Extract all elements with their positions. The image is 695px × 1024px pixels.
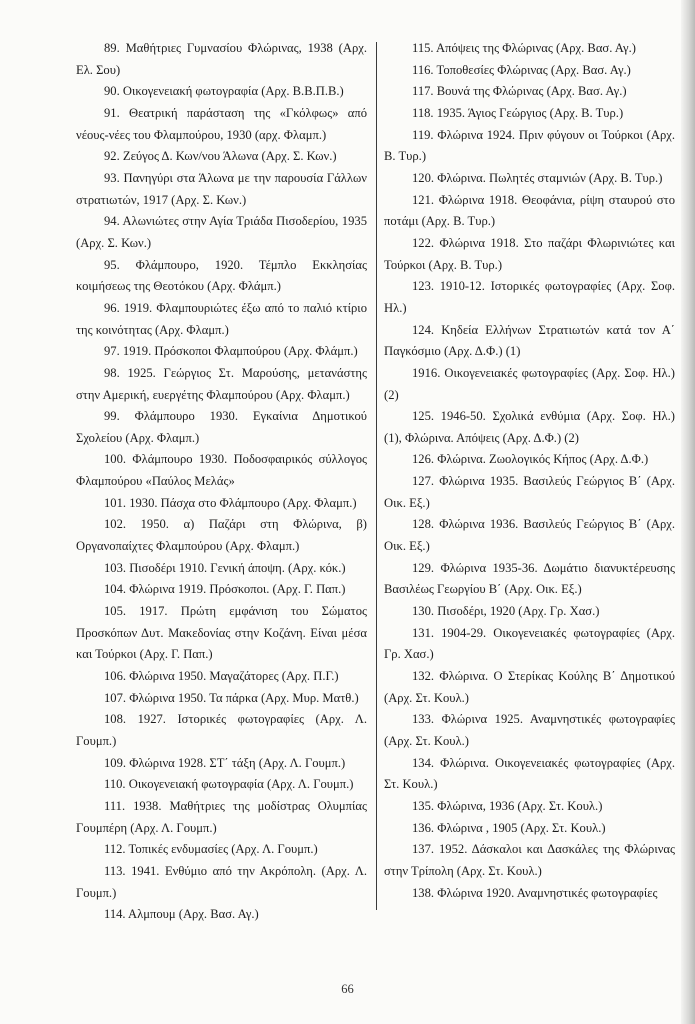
caption-entry: 89. Μαθήτριες Γυμνασίου Φλώρινας, 1938 (Αρχ. Ελ. Σου) bbox=[76, 41, 367, 77]
caption-entry: 96. 1919. Φλαμπουριώτες έξω από το παλιό κτίριο της κοινότητας (Αρχ. Φλαμπ.) bbox=[76, 300, 367, 337]
caption-entry: 130. Πισοδέρι, 1920 (Αρχ. Γρ. Χασ.) bbox=[412, 604, 600, 619]
caption-entry: 105. 1917. Πρώτη εμφάνιση του Σώματος Προσκόπων Δυτ. Μακεδονίας στην Κοζάνη. Είναι μέσα και Τούρκοι (Αρχ. Γ. Παπ.) bbox=[76, 604, 367, 662]
caption-entry: 108. 1927. Ιστορικές φωτογραφίες (Αρχ. Λ. Γουμπ.) bbox=[76, 712, 367, 748]
caption-entry: 114. Αλμπουμ (Αρχ. Βασ. Αγ.) bbox=[104, 907, 259, 922]
caption-entry: 124. Κηδεία Ελλήνων Στρατιωτών κατά τον Α΄ Παγκόσμιο (Αρχ. Δ.Φ.) (1) bbox=[384, 322, 675, 359]
caption-entry: 137. 1952. Δάσκαλοι και Δασκάλες της Φλώρινας στην Τρίπολη (Αρχ. Στ. Κουλ.) bbox=[384, 842, 675, 878]
caption-entry: 109. Φλώρινα 1928. ΣΤ΄ τάξη (Αρχ. Λ. Γουμπ.) bbox=[104, 755, 346, 770]
page-number: 66 bbox=[341, 982, 354, 996]
caption-entry: 134. Φλώρινα. Οικογενειακές φωτογραφίες (Αρχ. Στ. Κουλ.) bbox=[384, 755, 675, 792]
caption-entry: 127. Φλώρινα 1935. Βασιλεύς Γεώργιος Β΄ (Αρχ. Οικ. Εξ.) bbox=[384, 474, 675, 510]
caption-entry: 113. 1941. Ενθύμιο από την Ακρόπολη. (Αρχ. Λ. Γουμπ.) bbox=[76, 863, 367, 900]
caption-entry: 112. Τοπικές ενδυμασίες (Αρχ. Λ. Γουμπ.) bbox=[104, 842, 318, 857]
caption-entry: 97. 1919. Πρόσκοποι Φλαμπούρου (Αρχ. Φλάμπ.) bbox=[104, 344, 358, 359]
caption-entry: 101. 1930. Πάσχα στο Φλάμπουρο (Αρχ. Φλαμπ.) bbox=[104, 495, 357, 510]
caption-entry: 126. Φλώρινα. Ζωολογικός Κήπος (Αρχ. Δ.Φ.) bbox=[412, 452, 649, 467]
caption-entry: 91. Θεατρική παράσταση της «Γκόλφως» από νέους-νέες του Φλαμπούρου, 1930 (αρχ. Φλαμπ.) bbox=[76, 105, 367, 142]
caption-entry: 95. Φλάμπουρο, 1920. Τέμπλο Εκκλησίας κοιμήσεως της Θεοτόκου (Αρχ. Φλάμπ.) bbox=[76, 257, 367, 294]
caption-entry: 135. Φλώρινα, 1936 (Αρχ. Στ. Κουλ.) bbox=[412, 798, 603, 813]
caption-entry: 123. 1910-12. Ιστορικές φωτογραφίες (Αρχ. Σοφ. Ηλ.) bbox=[384, 279, 675, 315]
caption-entry: 94. Αλωνιώτες στην Αγία Τριάδα Πισοδερίου, 1935 (Αρχ. Σ. Κων.) bbox=[76, 214, 367, 250]
caption-entry: 136. Φλώρινα , 1905 (Αρχ. Στ. Κουλ.) bbox=[412, 820, 606, 835]
caption-entry: 121. Φλώρινα 1918. Θεοφάνια, ρίψη σταυρού στο ποτάμι (Αρχ. Β. Τυρ.) bbox=[384, 192, 675, 229]
caption-entry: 106. Φλώρινα 1950. Μαγαζάτορες (Αρχ. Π.Γ.) bbox=[104, 669, 339, 684]
caption-entry: 1916. Οικογενειακές φωτογραφίες (Αρχ. Σοφ. Ηλ.) (2) bbox=[384, 365, 675, 402]
column-divider bbox=[376, 42, 377, 910]
caption-entry: 103. Πισοδέρι 1910. Γενική άποψη. (Αρχ. κόκ.) bbox=[104, 560, 346, 575]
caption-entry: 118. 1935. Άγιος Γεώργιος (Αρχ. Β. Τυρ.) bbox=[412, 105, 624, 120]
caption-entry: 102. 1950. α) Παζάρι στη Φλώρινα, β) Οργανοπαίχτες Φλαμπούρου (Αρχ. Φλαμπ.) bbox=[76, 517, 367, 554]
caption-entry: 128. Φλώρινα 1936. Βασιλεύς Γεώργιος Β΄ (Αρχ. Οικ. Εξ.) bbox=[384, 517, 675, 554]
caption-entry: 133. Φλώρινα 1925. Αναμνηστικές φωτογραφίες (Αρχ. Στ. Κουλ.) bbox=[384, 712, 675, 748]
caption-entry: 131. 1904-29. Οικογενειακές φωτογραφίες (Αρχ. Γρ. Χασ.) bbox=[384, 625, 675, 662]
caption-entry: 116. Τοποθεσίες Φλώρινας (Αρχ. Βασ. Αγ.) bbox=[412, 62, 631, 77]
caption-entry: 110. Οικογενειακή φωτογραφία (Αρχ. Λ. Γουμπ.) bbox=[104, 777, 354, 792]
caption-entry: 120. Φλώρινα. Πωλητές σταμνιών (Αρχ. Β. Τυρ.) bbox=[412, 170, 663, 185]
caption-entry: 115. Απόψεις της Φλώρινας (Αρχ. Βασ. Αγ.) bbox=[412, 41, 636, 55]
caption-entry: 122. Φλώρινα 1918. Στο παζάρι Φλωρινιώτες και Τούρκοι (Αρχ. Β. Τυρ.) bbox=[384, 235, 675, 272]
caption-entry: 98. 1925. Γεώργιος Στ. Μαρούσης, μετανάστης στην Αμερική, ευεργέτης Φλαμπούρου (Αρχ. Φλαμπ.) bbox=[76, 365, 367, 402]
caption-entry: 125. 1946-50. Σχολικά ενθύμια (Αρχ. Σοφ. Ηλ.) (1), Φλώρινα. Απόψεις (Αρχ. Δ.Φ.) (2) bbox=[384, 409, 675, 445]
caption-entry: 104. Φλώρινα 1919. Πρόσκοποι. (Αρχ. Γ. Παπ.) bbox=[104, 582, 346, 597]
caption-entry: 93. Πανηγύρι στα Άλωνα με την παρουσία Γάλλων στρατιωτών, 1917 (Αρχ. Σ. Κων.) bbox=[76, 170, 367, 207]
caption-entry: 107. Φλώρινα 1950. Τα πάρκα (Αρχ. Μυρ. Ματθ.) bbox=[104, 690, 359, 705]
caption-entry: 119. Φλώρινα 1924. Πριν φύγουν οι Τούρκοι (Αρχ. Β. Τυρ.) bbox=[384, 127, 675, 164]
left-column bbox=[76, 38, 367, 926]
caption-entry: 90. Οικογενειακή φωτογραφία (Αρχ. Β.Β.Π.Β.) bbox=[104, 84, 344, 99]
caption-entry: 100. Φλάμπουρο 1930. Ποδοσφαιρικός σύλλογος Φλαμπούρου «Παύλος Μελάς» bbox=[76, 452, 367, 489]
caption-entry: 92. Ζεύγος Δ. Κων/νου Άλωνα (Αρχ. Σ. Κων.) bbox=[104, 149, 337, 164]
caption-entry: 111. 1938. Μαθήτριες της μοδίστρας Ολυμπίας Γουμπέρη (Αρχ. Λ. Γουμπ.) bbox=[76, 798, 367, 835]
caption-entry: 138. Φλώρινα 1920. Αναμνηστικές φωτογραφίες bbox=[412, 885, 658, 900]
right-column bbox=[384, 38, 675, 904]
caption-entry: 129. Φλώρινα 1935-36. Δωμάτιο διανυκτέρευσης Βασιλέως Γεωργίου Β΄ (Αρχ. Οικ. Εξ.) bbox=[384, 560, 675, 597]
page-edge-shadow bbox=[681, 0, 695, 1024]
caption-entry: 117. Βουνά της Φλώρινας (Αρχ. Βασ. Αγ.) bbox=[412, 84, 627, 99]
caption-entry: 99. Φλάμπουρο 1930. Εγκαίνια Δημοτικού Σχολείου (Αρχ. Φλαμπ.) bbox=[76, 409, 367, 445]
caption-entry: 132. Φλώρινα. Ο Στερίκας Κούλης Β΄ Δημοτικού (Αρχ. Στ. Κουλ.) bbox=[384, 669, 675, 705]
